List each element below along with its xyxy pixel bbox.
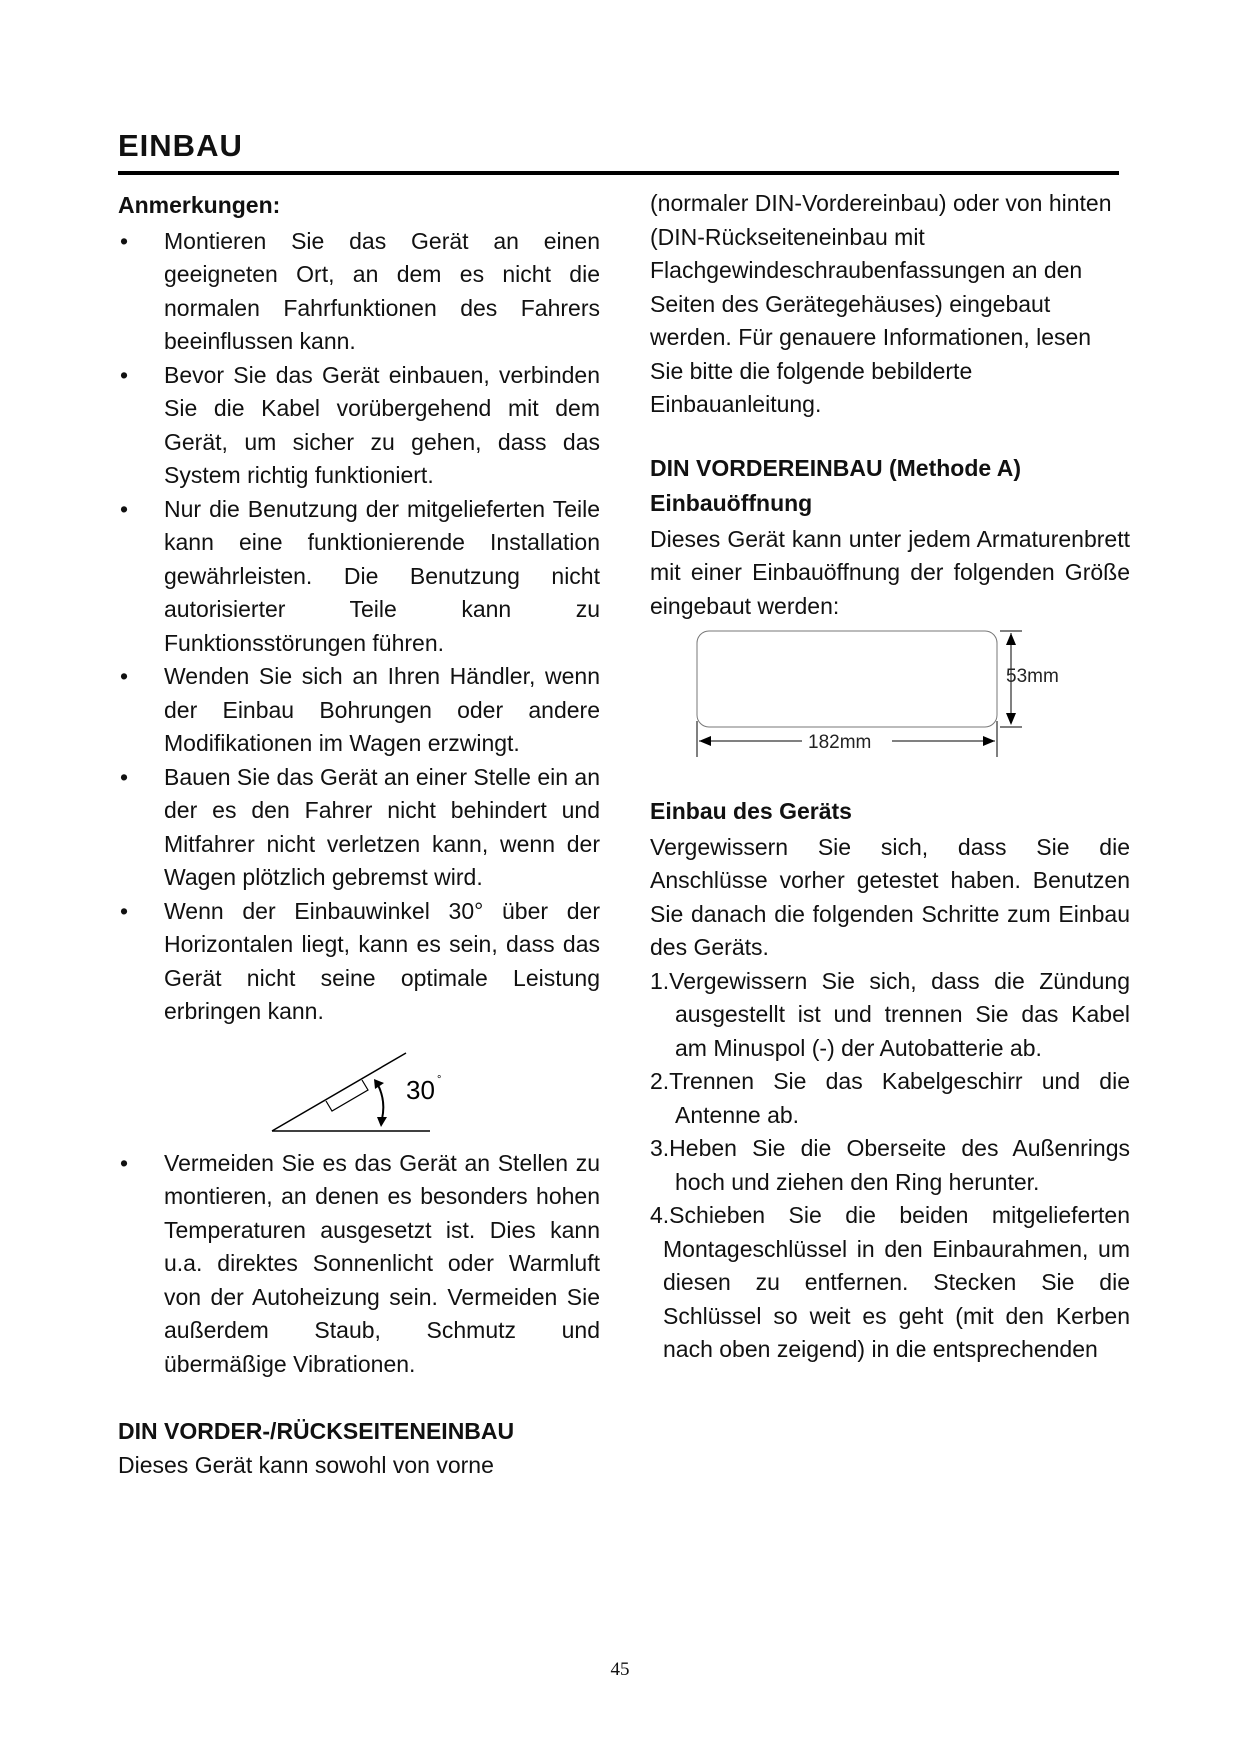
- note-item: [118, 493, 600, 661]
- note-item: [118, 225, 600, 359]
- note-text: Bevor Sie das Gerät einbauen, verbinden Sie die Kabel vorübergehend mit dem Gerät, um sicher zu gehen, dass das System richtig funktioniert.: [164, 361, 600, 488]
- din-section: [118, 1415, 600, 1482]
- bullet-icon: •: [120, 227, 129, 254]
- height-arrow-top: [1006, 633, 1016, 645]
- note-text: Vermeiden Sie es das Gerät an Stellen zu montieren, an denen es besonders hohen Temperaturen ausgesetzt ist. Dies kann u.a. direktes Sonnenlicht oder Warmluft von der Autoheizung sein. Vermeiden Sie außerdem Staub, Schmutz und übermäßige Vibrationen.: [164, 1149, 600, 1377]
- note-item: [118, 895, 600, 1029]
- height-arrow-bottom: [1006, 713, 1016, 725]
- left-column: [118, 189, 600, 1482]
- install-heading: Einbau des Geräts: [650, 798, 852, 824]
- din-heading: DIN VORDER-/RÜCKSEITENEINBAU: [118, 1418, 515, 1444]
- method-a-section: [650, 452, 1130, 624]
- note-item: [118, 660, 600, 761]
- width-arrow-left: [699, 736, 711, 746]
- bullet-icon: •: [120, 361, 129, 388]
- angle-label: 30: [406, 1074, 435, 1105]
- width-label: 182mm: [808, 732, 872, 753]
- opening-text: Dieses Gerät kann unter jedem Armaturenbrett mit einer Einbauöffnung der folgenden Größe eingebaut werden:: [650, 525, 1130, 619]
- angle-arc-arrow: [378, 1085, 383, 1119]
- note-item: [118, 1147, 600, 1382]
- page-title: EINBAU: [118, 128, 243, 163]
- install-section: [650, 795, 1130, 1367]
- bullet-icon: •: [120, 495, 129, 522]
- note-item: [118, 761, 600, 895]
- notes-list: [118, 225, 600, 1029]
- bullet-icon: •: [120, 763, 129, 790]
- height-label: 53mm: [1006, 666, 1059, 687]
- note-text: Wenn der Einbauwinkel 30° über der Horizontalen liegt, kann es sein, dass das Gerät nicht seine optimale Leistung erbringen kann.: [164, 897, 600, 1024]
- angle-slope-line: [272, 1053, 406, 1131]
- note-text: Wenden Sie sich an Ihren Händler, wenn der Einbau Bohrungen oder andere Modifikationen im Wagen erzwingt.: [164, 663, 600, 756]
- notes-heading: Anmerkungen:: [118, 192, 281, 218]
- install-text: Vergewissern Sie sich, dass Sie die Anschlüsse vorher getestet haben. Benutzen Sie danach die folgenden Schritte zum Einbau des Geräts.: [650, 833, 1130, 960]
- opening-dimensions-diagram: [696, 629, 1076, 759]
- install-step: 1.Vergewissern Sie sich, dass die Zündung ausgestellt ist und trennen Sie das Kabel am Minuspol (-) der Autobatterie ab.: [650, 967, 1130, 1061]
- note-item: [118, 359, 600, 493]
- note-text: Nur die Benutzung der mitgelieferten Teile kann eine funktionierende Installation gewährleisten. Die Benutzung nicht autorisierter Teile kann zu Funktionsstörungen führen.: [164, 495, 600, 656]
- install-step: 3.Heben Sie die Oberseite des Außenrings hoch und ziehen den Ring herunter.: [650, 1135, 1130, 1195]
- angle-degree-mark: °: [437, 1073, 442, 1086]
- notes-list-continued: [118, 1147, 600, 1382]
- install-steps: [650, 965, 1130, 1367]
- width-arrow-right: [983, 736, 995, 746]
- din-intro-text: (normaler DIN-Vordereinbau) oder von hinten (DIN-Rückseiteneinbau mit Flachgewindeschraubenfassungen an den Seiten des Gerätegehäuses) eingebaut werden. Für genauere Informationen, lesen Sie bitte die folgende bebilderte Einbauanleitung.: [650, 190, 1112, 417]
- opening-outline: [697, 631, 997, 727]
- opening-heading: Einbauöffnung: [650, 490, 813, 516]
- note-text: Montieren Sie das Gerät an einen geeigneten Ort, an dem es nicht die normalen Fahrfunktionen des Fahrers beeinflussen kann.: [164, 227, 600, 354]
- page-number: 45: [610, 1659, 630, 1680]
- din-text: Dieses Gerät kann sowohl von vorne: [118, 1451, 494, 1478]
- note-text: Bauen Sie das Gerät an einer Stelle ein an der es den Fahrer nicht behindert und Mitfahrer nicht verletzen kann, wenn der Wagen plötzlich gebremst wird.: [164, 763, 601, 890]
- bullet-icon: •: [120, 1149, 129, 1176]
- right-column: [650, 187, 1130, 1367]
- angle-arrowhead-bottom: [377, 1117, 387, 1127]
- bullet-icon: •: [120, 663, 129, 689]
- bullet-icon: •: [120, 897, 129, 924]
- install-step: 2.Trennen Sie das Kabelgeschirr und die Antenne ab.: [650, 1068, 1130, 1128]
- method-heading: DIN VORDEREINBAU (Methode A): [650, 454, 1021, 481]
- angle-diagram: [268, 1039, 468, 1139]
- title-rule: [118, 171, 1119, 175]
- install-step: 4.Schieben Sie die beiden mitgelieferten Montageschlüssel in den Einbaurahmen, um diesen zu entfernen. Stecken Sie die Schlüssel so weit es geht (mit den Kerben nach oben zeigend) in die entsprechenden: [650, 1202, 1130, 1362]
